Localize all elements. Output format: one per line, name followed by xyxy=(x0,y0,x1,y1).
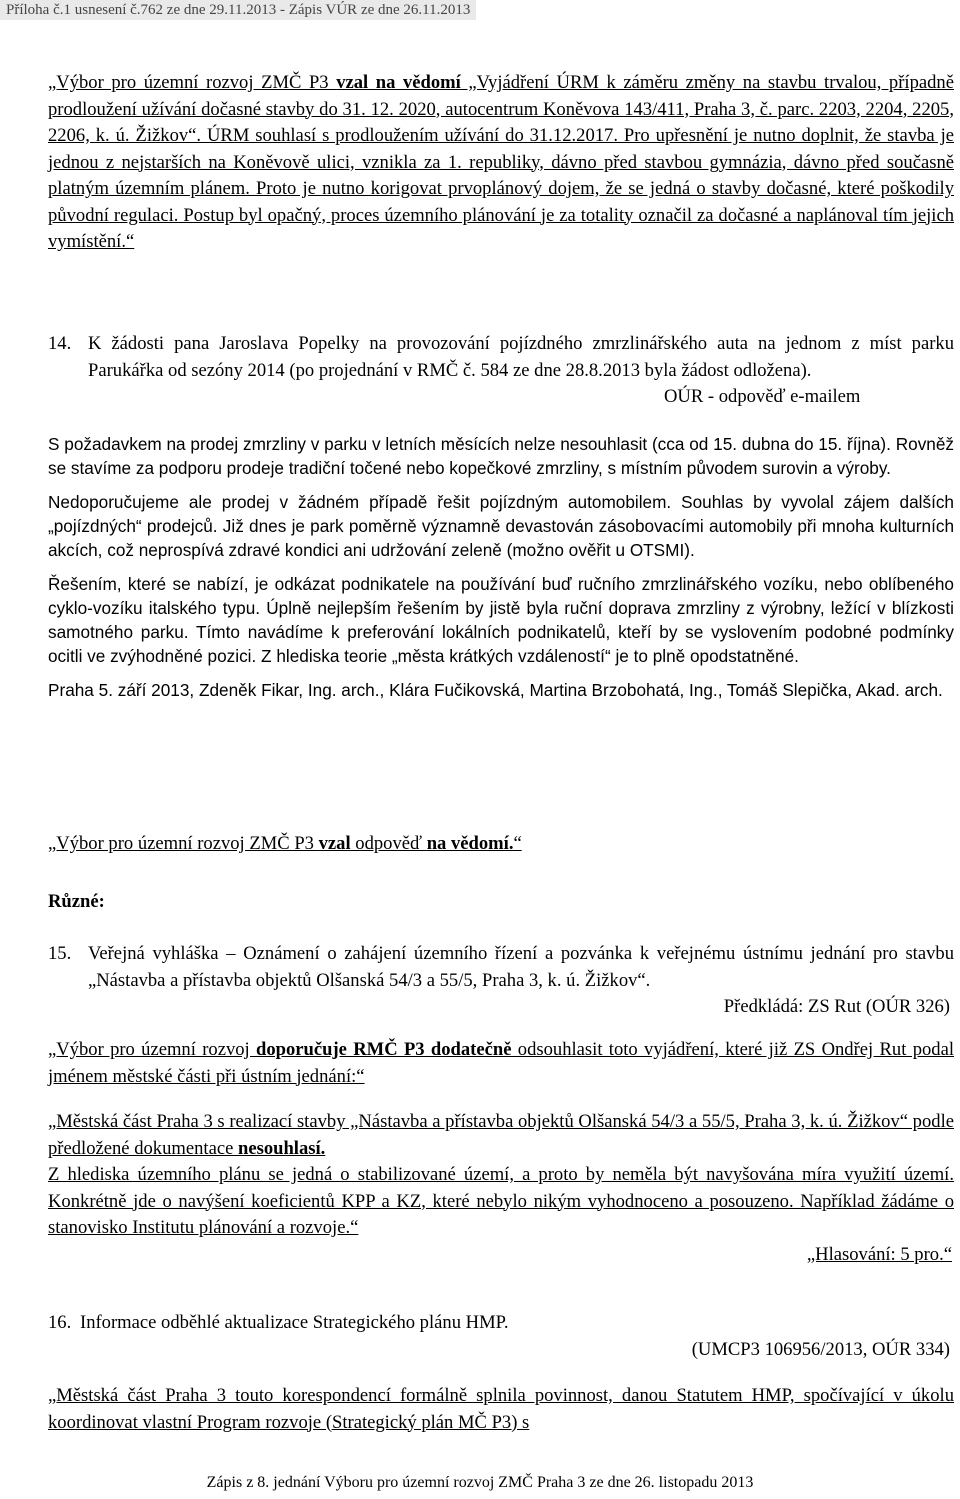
resolution-text: ÚRM souhlasí s prodloužením užívání do 31.12.2017. Pro upřesnění je nutno doplnit, že stavba je jednou z nejstarších na Koněvově ulici, vznikla za 1. republiky, dávno před stavbou gymnázia, dávno před současně platným územním plánem. Proto je nutno korigovat prvoplánový dojem, že se jedná o stavby dočasné, které poškodily původní regulaci. Postup byl opačný, proces územního plánování je za totality označil za dočasné a naplánoval tím jejich vymístění.“ xyxy=(48,125,954,252)
item-number: 14. xyxy=(48,333,72,354)
response-paragraph: Nedoporučujeme ale prodej v žádném případě řešit pojízdným automobilem. Souhlas by vyvolal zájem dalších „pojízdných“ prodejců. Již dnes je park poměrně významně devastován zásobovacími automobily při mnoha kulturních akcích, což neprospívá zdravé kondici ani udržování zeleně (možno ověřit u OTSMI). xyxy=(48,492,954,560)
response-paragraph: S požadavkem na prodej zmrzliny v parku v letních měsících nelze nesouhlasit (cca od 15. dubna do 15. října). Rovněž se stavíme za podporu prodeje tradiční točené nebo kopečkové zmrzliny, s místním původem surovin a výroby. xyxy=(48,434,954,478)
resolution-text: „Vyjádření ÚRM k záměru změny na stavbu trvalou, případně prodloužení užívání dočasné stavby do 31. 12. 2020, autocentrum Koněvova 143/411, Praha 3, č. parc. 2203, 2204, 2205, 2206, k. ú. Žižkov“. xyxy=(48,72,954,146)
response-signature: Praha 5. září 2013, Zdeněk Fikar, Ing. arch., Klára Fučikovská, Martina Brzobohatá, Ing., Tomáš Slepička, Akad. arch. xyxy=(48,680,943,700)
resolution-text: „Výbor pro územní rozvoj xyxy=(48,1039,257,1060)
resolution-text: „Výbor pro územní rozvoj ZMČ P3 xyxy=(48,72,337,93)
response-paragraph: Řešením, které se nabízí, je odkázat podnikatele na používání buď ručního zmrzlinářského vozíku, nebo oblíbeného cyklo-vozíku italského typu. Úplně nejlepším řešením by jistě byla ruční doprava zmrzliny z výrobny, ležící v blízkosti samotného parku. Tímto navádíme k preferování lokálních podnikatelů, kteří by se vyslovením podobné podmínky ocitli ve zvýhodněné pozici. Z hlediska teorie „města krátkých vzdáleností“ je to plně opodstatněné. xyxy=(48,574,954,666)
resolution-bold: nesouhlasí. xyxy=(237,1137,326,1159)
item-number: 15. xyxy=(48,943,72,964)
resolution-text: „Městská část Praha 3 s realizací stavby „Nástavba a přístavba objektů Olšanská 54/3 a 55/5, Praha 3, k. ú. Žižkov“ podle předložené dokumentace xyxy=(48,1111,954,1159)
item-presenter: Předkládá: ZS Rut (OÚR 326) xyxy=(723,996,950,1017)
item-16-text: Informace odběhlé aktualizace Strategického plánu HMP. xyxy=(80,1312,509,1333)
resolution-bold: vzal xyxy=(318,833,351,854)
resolution-bold: na vědomí. xyxy=(426,833,514,854)
document-header: Příloha č.1 usnesení č.762 ze dne 29.11.2013 - Zápis VÚR ze dne 26.11.2013 xyxy=(0,0,476,20)
resolution-paragraph-3 xyxy=(48,1037,954,1090)
resolution-text: odsouhlasit toto vyjádření, které již ZS Ondřej Rut podal jménem městské části při ústním jednání:“ xyxy=(48,1039,955,1087)
resolution-bold: doporučuje RMČ P3 dodatečně xyxy=(256,1039,512,1060)
vote-result: „Hlasování: 5 pro.“ xyxy=(806,1243,952,1265)
resolution-text: „Výbor pro územní rozvoj ZMČ P3 xyxy=(48,833,319,854)
resolution-text: Z hlediska územního plánu se jedná o stabilizované území, a proto by neměla být navyšována míra využití území. Konkrétně jde o navýšení koeficientů KPP a KZ, které nebylo nikým vyhodnoceno a posouzeno. Například žádáme o stanovisko Institutu plánování a rozvoje.“ xyxy=(48,1164,954,1238)
item-reference: (UMCP3 106956/2013, OÚR 334) xyxy=(691,1339,950,1360)
resolution-paragraph-4 xyxy=(48,1109,954,1268)
resolution-paragraph-2 xyxy=(48,831,954,858)
item-number: 16. xyxy=(48,1312,72,1333)
section-heading-ruzne: Různé: xyxy=(48,891,105,912)
item-handler: OÚR - odpověď e-mailem xyxy=(664,386,861,407)
resolution-paragraph-1 xyxy=(48,70,954,256)
resolution-paragraph-5 xyxy=(48,1383,954,1436)
resolution-bold: vzal na vědomí xyxy=(336,72,461,93)
item-15 xyxy=(88,941,954,994)
item-text: K žádosti pana Jaroslava Popelky na provozování pojízdného zmrzlinářského auta na jednom z míst parku Parukářka od sezóny 2014 (po projednání v RMČ č. 584 ze dne 28.8.2013 byla žádost odložena). xyxy=(88,333,954,381)
resolution-text: odpověď xyxy=(350,833,427,854)
item-text: Veřejná vyhláška – Oznámení o zahájení územního řízení a pozvánka k veřejnému ústnímu jednání pro stavbu „Nástavba a přístavba objektů Olšanská 54/3 a 55/5, Praha 3, k. ú. Žižkov“. xyxy=(88,943,954,991)
item-14 xyxy=(88,331,954,384)
document-footer: Zápis z 8. jednání Výboru pro územní rozvoj ZMČ Praha 3 ze dne 26. listopadu 2013 xyxy=(206,1474,754,1491)
response-section xyxy=(48,432,954,702)
resolution-text: “ xyxy=(513,833,522,854)
resolution-text: „Městská část Praha 3 touto korespondencí formálně splnila povinnost, danou Statutem HMP, spočívající v úkolu koordinovat vlastní Program rozvoje (Strategický plán MČ P3) s xyxy=(48,1385,954,1433)
